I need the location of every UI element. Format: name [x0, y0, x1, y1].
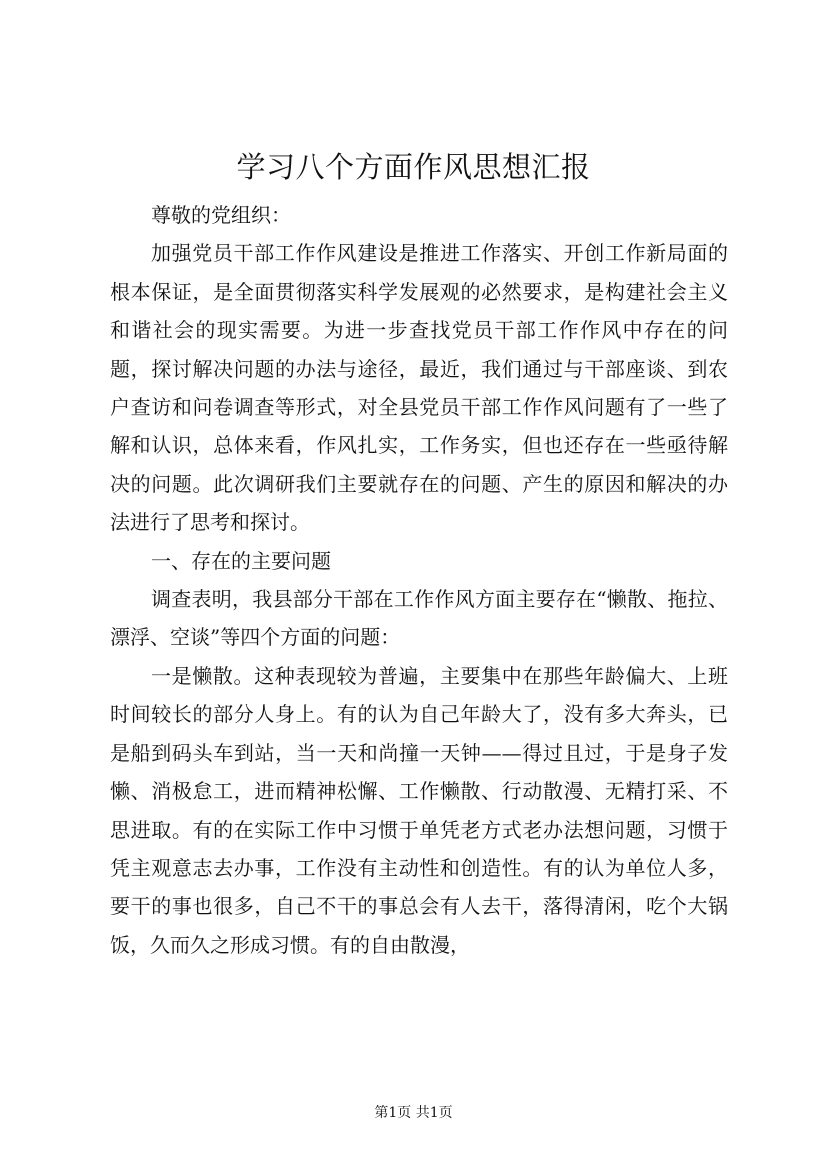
laziness-paragraph: 一是懒散。这种表现较为普遍，主要集中在那些年龄偏大、上班时间较长的部分人身上。有的认为自己年龄大了，没有多大奔头，已是船到码头车到站，当一天和尚撞一天钟——得过且过，于是身子发懒、消极怠工，进而精神松懈、工作懒散、行动散漫、无精打采、不思进取。有的在实际工作中习惯于单凭老方式老办法想问题，习惯于凭主观意志去办事，工作没有主动性和创造性。有的认为单位人多，要干的事也很多，自己不干的事总会有人去干，落得清闲，吃个大锅饭，久而久之形成习惯。有的自由散漫，: [110, 663, 728, 957]
salutation-paragraph: 尊敬的党组织：: [151, 203, 291, 227]
intro-paragraph: 加强党员干部工作作风建设是推进工作落实、开创工作新局面的根本保证，是全面贯彻落实科学发展观的必然要求，是构建社会主义和谐社会的现实需要。为进一步查找党员干部工作作风中存在的问题，探讨解决问题的办法与途径，最近，我们通过与干部座谈、到农户查访和问卷调查等形式，对全县党员干部工作作风问题有了一些了解和认识，总体来看，作风扎实，工作务实，但也还存在一些亟待解决的问题。此次调研我们主要就存在的问题、产生的原因和解决的办法进行了思考和探讨。: [110, 241, 728, 535]
findings-paragraph: 调查表明，我县部分干部在工作作风方面主要存在“懒散、拖拉、漂浮、空谈”等四个方面的问题：: [110, 587, 728, 650]
document-title: 学习八个方面作风思想汇报: [236, 150, 591, 184]
page-number-label: 第1页 共1页: [374, 1105, 453, 1121]
section-heading: 一、存在的主要问题: [151, 548, 331, 573]
page-footer: [0, 1103, 827, 1123]
document-body: [110, 196, 728, 964]
